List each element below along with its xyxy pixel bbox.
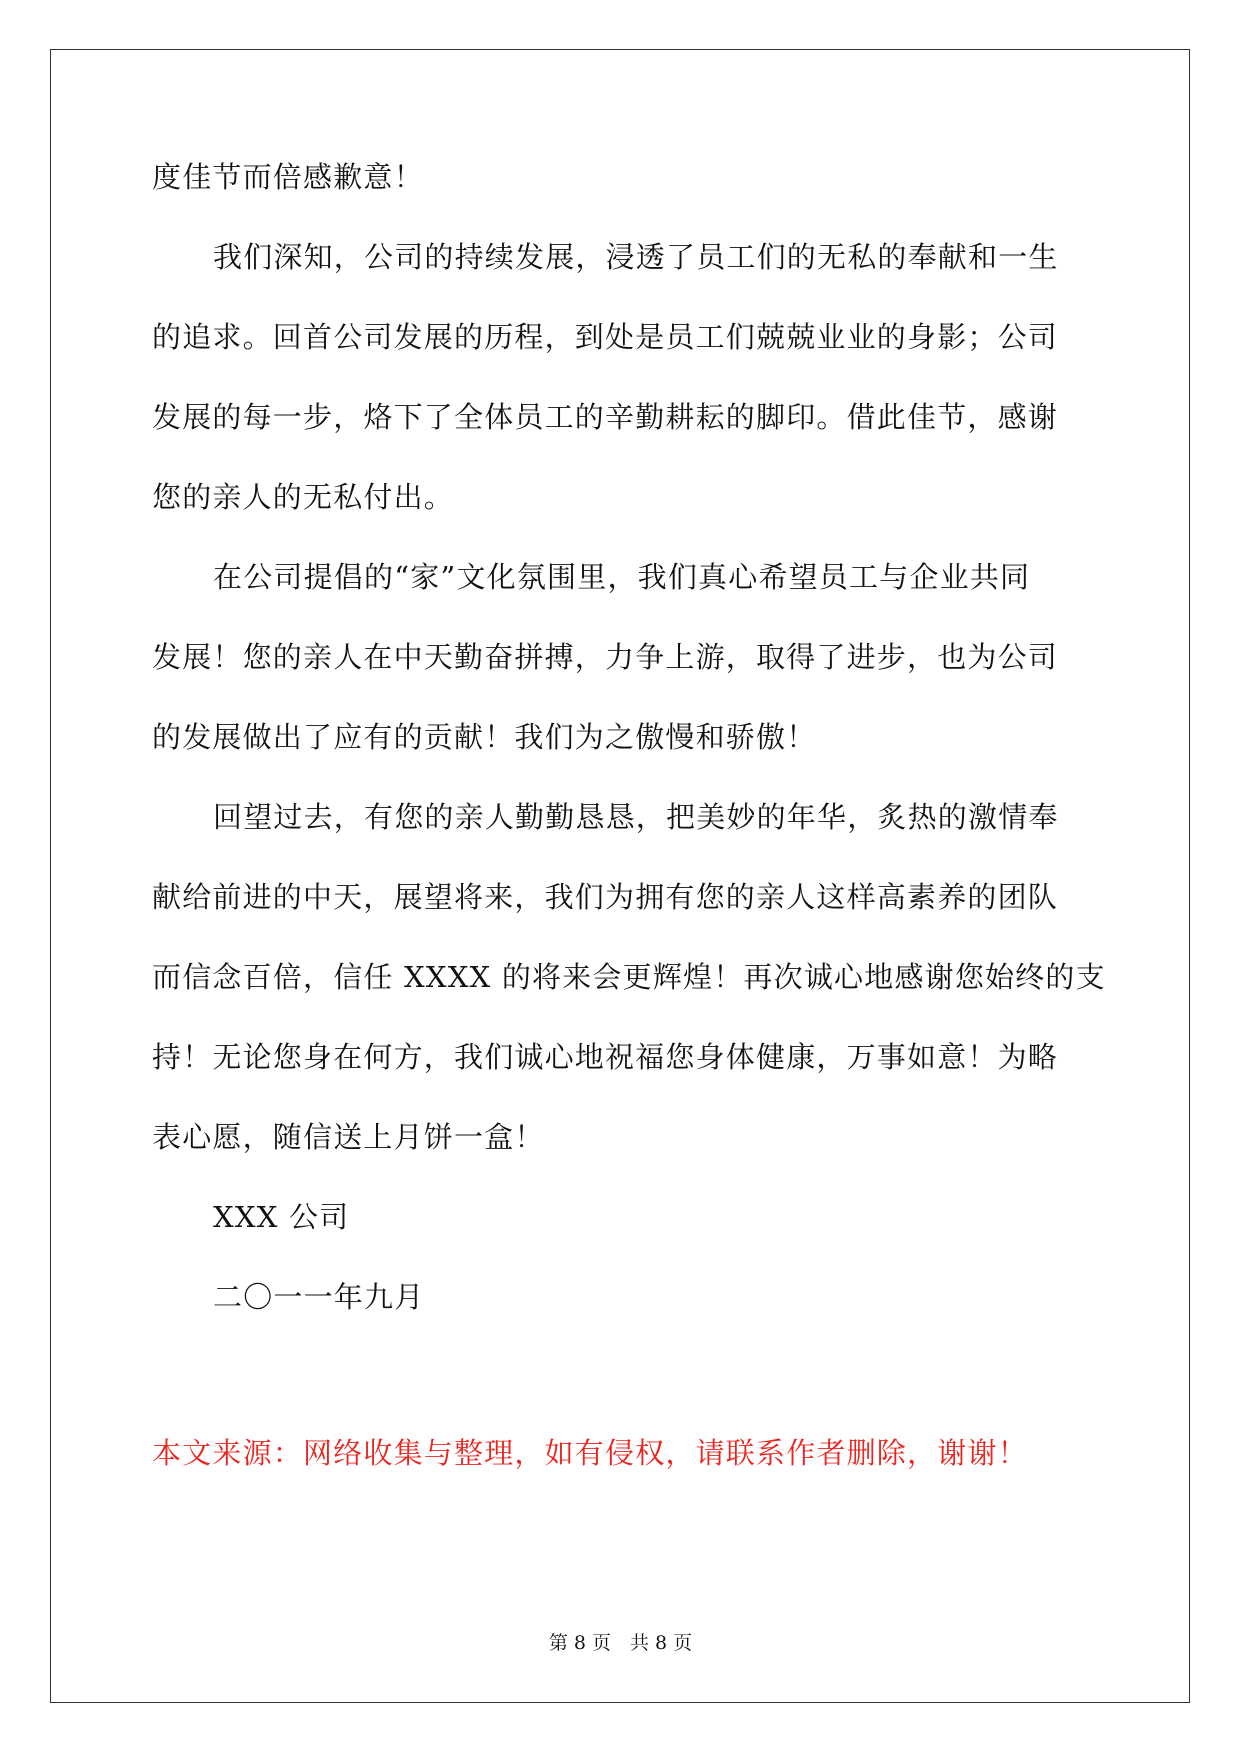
source-note: 本文来源：网络收集与整理，如有侵权，请联系作者删除，谢谢！ — [152, 1436, 1028, 1470]
body-line-10: 献给前进的中天，展望将来，我们为拥有您的亲人这样高素养的团队 — [152, 880, 1059, 914]
body-line-3: 的追求。回首公司发展的历程，到处是员工们兢兢业业的身影；公司 — [152, 320, 1059, 354]
body-line-6: 在公司提倡的“家”文化氛围里，我们真心希望员工与企业共同 — [213, 560, 1031, 594]
body-line-4: 发展的每一步，烙下了全体员工的辛勤耕耘的脚印。借此佳节，感谢 — [152, 400, 1059, 434]
body-line-8: 的发展做出了应有的贡献！我们为之傲慢和骄傲！ — [152, 720, 817, 754]
signature-date: 二〇一一年九月 — [213, 1280, 425, 1314]
signature-company: XXX 公司 — [213, 1200, 350, 1234]
body-line-13: 表心愿，随信送上月饼一盒！ — [152, 1120, 545, 1154]
body-line-5: 您的亲人的无私付出。 — [152, 480, 455, 514]
body-line-12: 持！无论您身在何方，我们诚心地祝福您身体健康，万事如意！为略 — [152, 1040, 1059, 1074]
page-number-footer: 第 8 页 共 8 页 — [548, 1632, 693, 1654]
body-line-9: 回望过去，有您的亲人勤勤恳恳，把美妙的年华，炙热的激情奉 — [213, 800, 1059, 834]
body-line-11: 而信念百倍，信任 XXXX 的将来会更辉煌！再次诚心地感谢您始终的支 — [152, 960, 1106, 994]
body-line-7: 发展！您的亲人在中天勤奋拼搏，力争上游，取得了进步，也为公司 — [152, 640, 1059, 674]
body-line-2: 我们深知，公司的持续发展，浸透了员工们的无私的奉献和一生 — [213, 240, 1059, 274]
body-line-1: 度佳节而倍感歉意！ — [152, 160, 424, 194]
